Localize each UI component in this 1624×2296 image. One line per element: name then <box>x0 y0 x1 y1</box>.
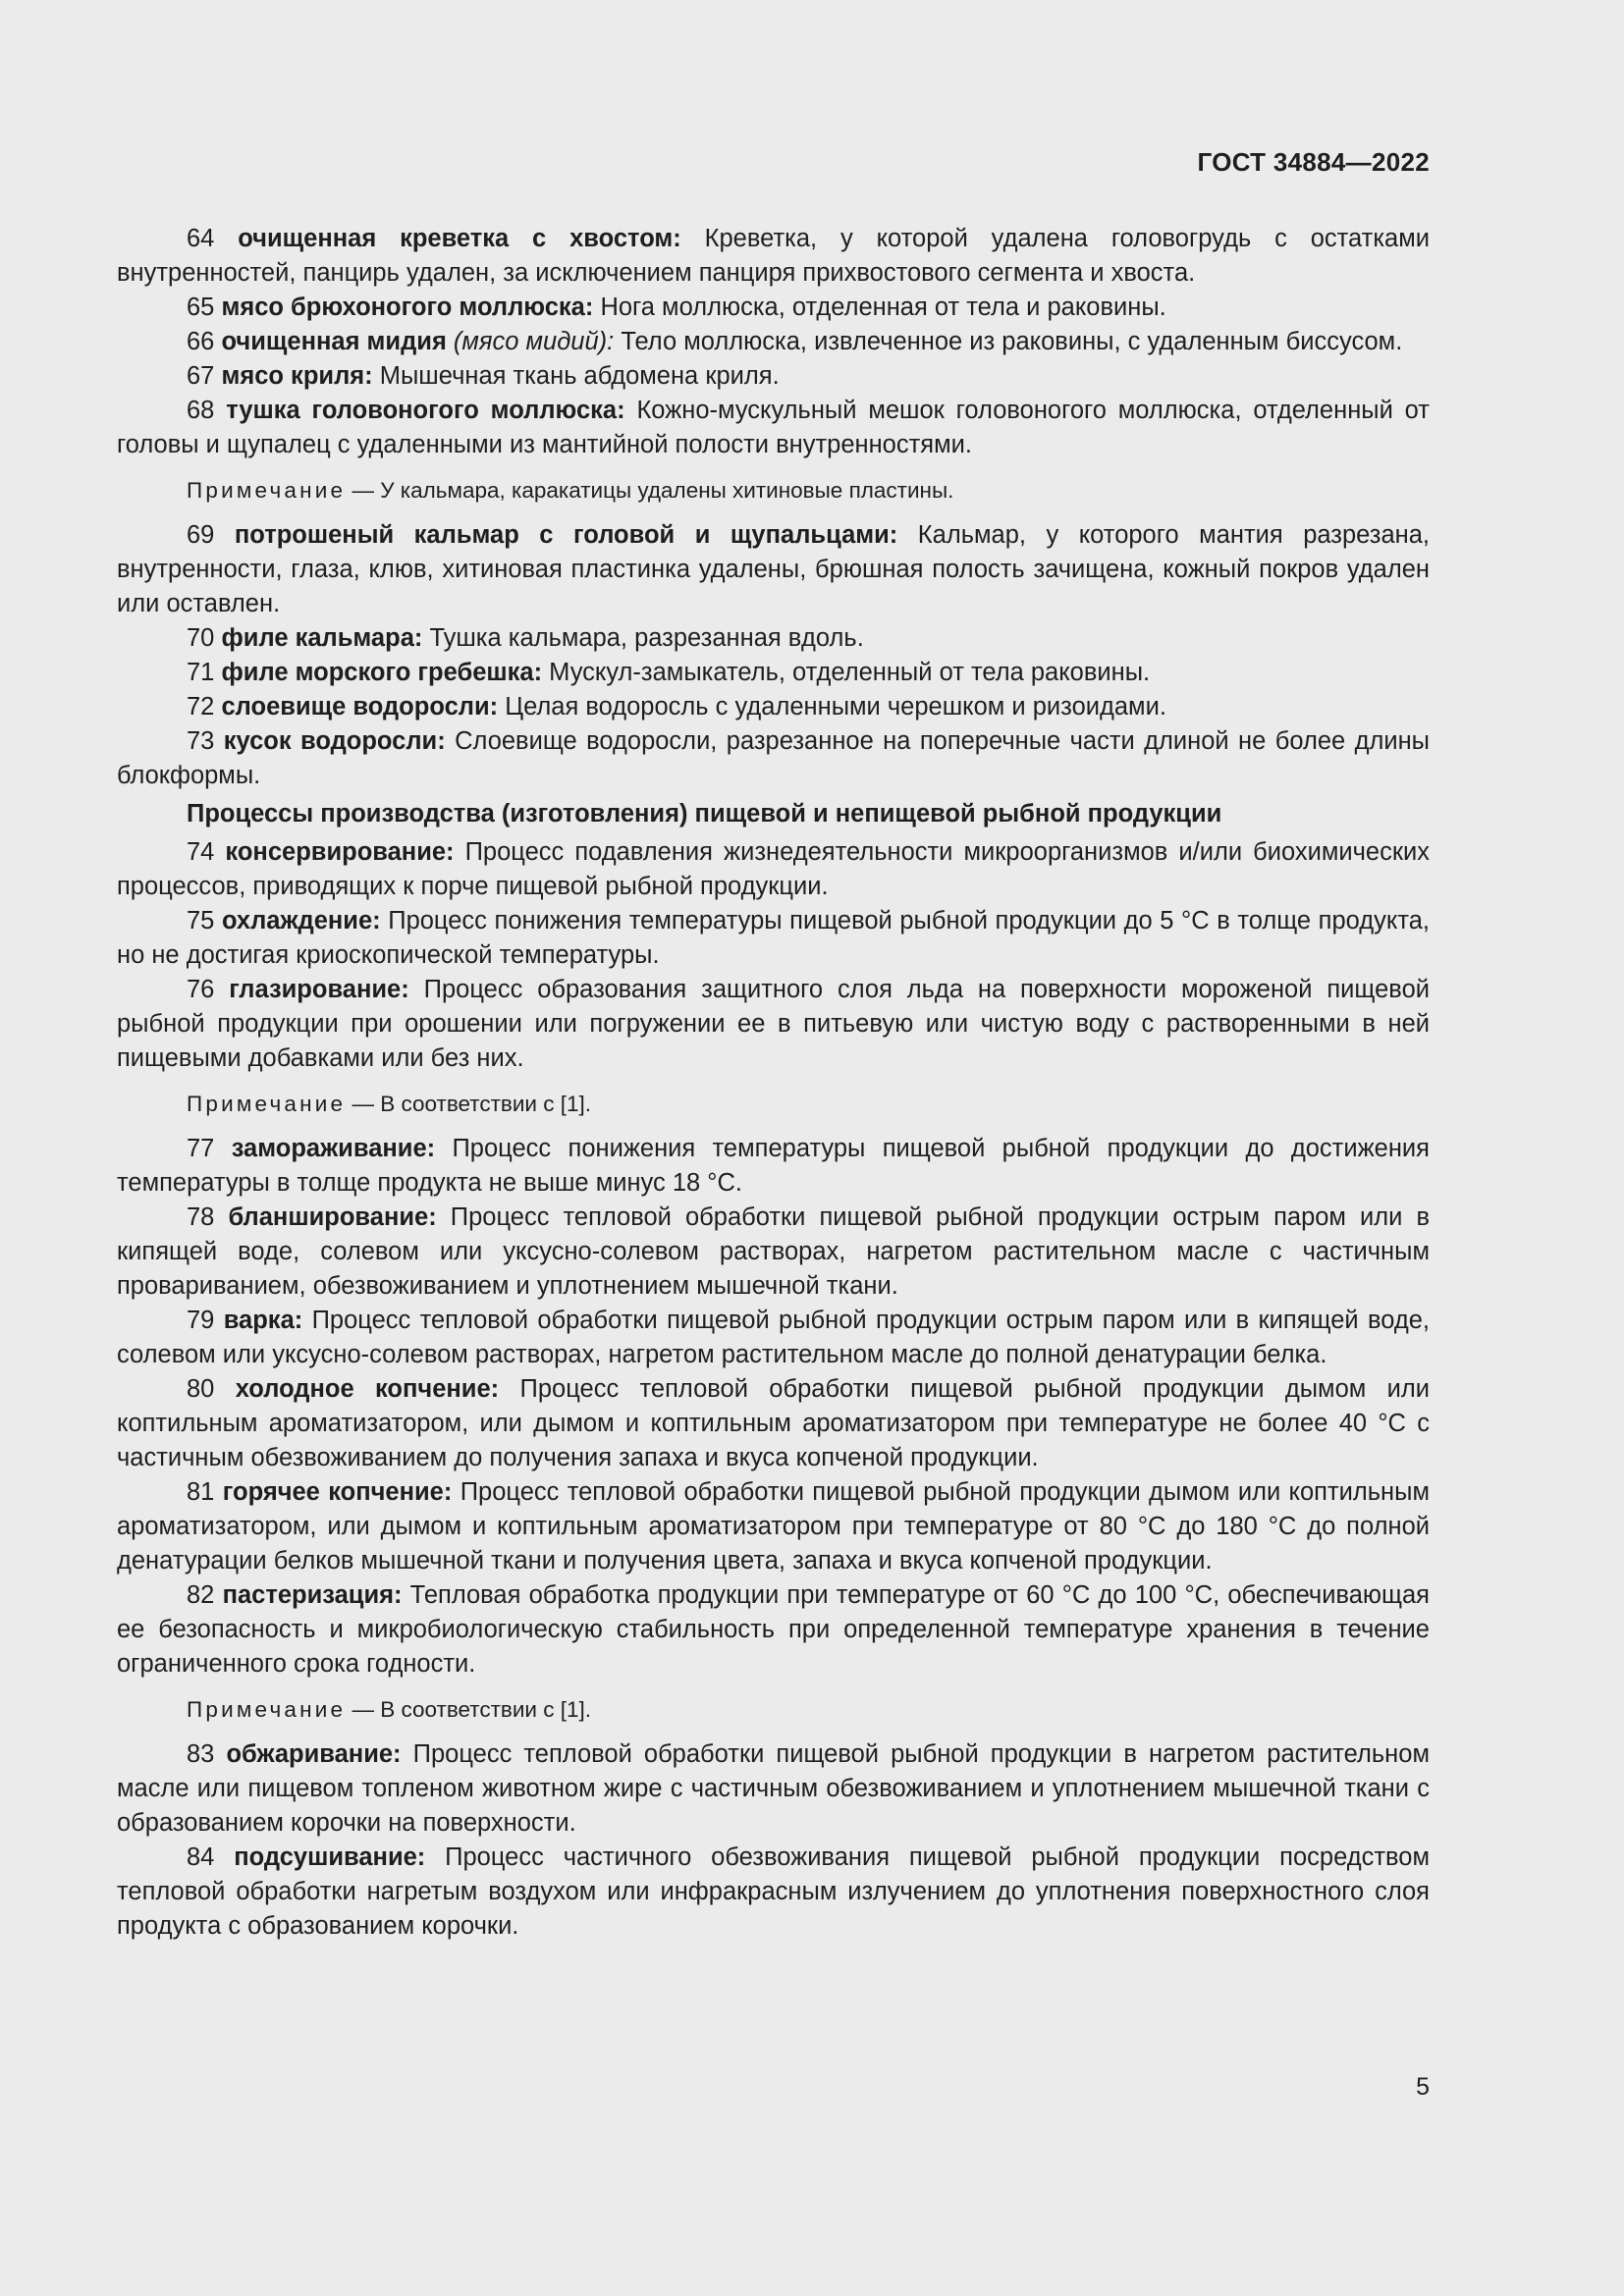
term-entry-81 <box>117 1475 1430 1578</box>
term-name: потрошеный кальмар с головой и щупальцами: <box>234 521 898 549</box>
term-name: слоевище водоросли: <box>221 693 499 721</box>
entry-number: 83 <box>187 1740 215 1768</box>
term-entry-75 <box>117 904 1430 973</box>
term-name: бланширование: <box>228 1203 437 1231</box>
entry-number: 75 <box>187 907 215 934</box>
term-definition: Тепловая обработка продукции при температуре от 60 °С до 100 °С, обеспечивающая ее безопасность и микробиологическую стабильность при определенной температуре хранения в течение ограниченного срока годности. <box>117 1581 1430 1678</box>
term-definition: Процесс тепловой обработки пищевой рыбной продукции острым паром или в кипящей воде, солевом или уксусно-солевом растворах, нагретом растительном масле с частичным провариванием, обезвоживанием и уплотнением мышечной ткани. <box>117 1203 1430 1300</box>
term-definition: Процесс частичного обезвоживания пищевой рыбной продукции посредством тепловой обработки нагретым воздухом или инфракрасным излучением до уплотнения поверхностного слоя продукта с образованием корочки. <box>117 1843 1430 1940</box>
term-name: очищенная мидия <box>221 328 447 355</box>
note-label: Примечание <box>187 1092 347 1116</box>
term-definition: Мышечная ткань абдомена криля. <box>372 362 780 390</box>
term-entry-78 <box>117 1201 1430 1304</box>
term-name: пастеризация: <box>222 1581 403 1609</box>
entry-number: 68 <box>187 397 215 424</box>
entry-number: 78 <box>187 1203 215 1231</box>
entry-number: 67 <box>187 362 215 390</box>
term-definition: Тушка кальмара, разрезанная вдоль. <box>422 624 864 652</box>
term-name: консервирование: <box>225 838 455 866</box>
term-entry-69 <box>117 518 1430 621</box>
entry-number: 72 <box>187 693 215 721</box>
term-definition: Процесс тепловой обработки пищевой рыбной продукции дымом или коптильным ароматизатором, или дымом и коптильным ароматизатором при температуре не более 40 °С с частичным обезвоживанием до получения запаха и вкуса копченой продукции. <box>117 1375 1430 1471</box>
term-name: филе морского гребешка: <box>221 659 543 686</box>
term-name: горячее копчение: <box>222 1478 453 1506</box>
note <box>117 1089 1430 1119</box>
entry-number: 71 <box>187 659 215 686</box>
term-definition: Процесс тепловой обработки пищевой рыбной продукции дымом или коптильным ароматизатором, или дымом и коптильным ароматизатором при температуре от 80 °С до 180 °С до полной денатурации белков мышечной ткани и получения цвета, запаха и вкуса копченой продукции. <box>117 1478 1430 1575</box>
term-name: обжаривание: <box>226 1740 402 1768</box>
term-definition: Целая водоросль с удаленными черешком и ризоидами. <box>498 693 1166 721</box>
entry-number: 84 <box>187 1843 215 1871</box>
term-entry-67 <box>117 359 1430 394</box>
term-name: замораживание: <box>231 1135 436 1162</box>
note-text: — У кальмара, каракатицы удалены хитиновые пластины. <box>346 478 954 503</box>
entry-number: 82 <box>187 1581 215 1609</box>
note-label: Примечание <box>187 1697 347 1722</box>
entry-number: 64 <box>187 225 215 252</box>
entry-number: 70 <box>187 624 215 652</box>
entry-number: 76 <box>187 976 215 1003</box>
term-name: холодное копчение: <box>235 1375 500 1403</box>
term-entry-72 <box>117 690 1430 724</box>
entry-number: 79 <box>187 1307 215 1334</box>
term-name: мясо брюхоногого моллюска: <box>221 294 594 321</box>
term-entry-83 <box>117 1737 1430 1841</box>
term-definition: Тело моллюска, извлеченное из раковины, с удаленным биссусом. <box>614 328 1403 355</box>
term-definition: Слоевище водоросли, разрезанное на поперечные части длиной не более длины блокформы. <box>117 727 1430 789</box>
term-entry-79 <box>117 1304 1430 1372</box>
term-entry-82 <box>117 1578 1430 1682</box>
entry-number: 80 <box>187 1375 215 1403</box>
term-entry-71 <box>117 656 1430 690</box>
term-entry-80 <box>117 1372 1430 1475</box>
note <box>117 475 1430 506</box>
term-entry-74 <box>117 835 1430 904</box>
entry-number: 74 <box>187 838 215 866</box>
section-heading: Процессы производства (изготовления) пищевой и непищевой рыбной продукции <box>187 800 1222 828</box>
term-definition: Кальмар, у которого мантия разрезана, внутренности, глаза, клюв, хитиновая пластинка удалены, брюшная полость зачищена, кожный покров удален или оставлен. <box>117 521 1430 617</box>
term-entry-76 <box>117 973 1430 1076</box>
term-entry-65 <box>117 291 1430 325</box>
term-definition: Процесс понижения температуры пищевой рыбной продукции до 5 °С в толще продукта, но не достигая криоскопической температуры. <box>117 907 1430 969</box>
term-name: мясо криля: <box>221 362 373 390</box>
term-definition: Креветка, у которой удалена головогрудь с остатками внутренностей, панцирь удален, за исключением панциря прихвостового сегмента и хвоста. <box>117 225 1430 287</box>
note-text: — В соответствии с [1]. <box>346 1092 592 1116</box>
entry-number: 73 <box>187 727 215 755</box>
term-name: филе кальмара: <box>221 624 423 652</box>
term-name: тушка головоногого моллюска: <box>226 397 625 424</box>
term-definition: Кожно-мускульный мешок головоногого моллюска, отделенный от головы и щупалец с удаленными из мантийной полости внутренностями. <box>117 397 1430 458</box>
term-definition: Мускул-замыкатель, отделенный от тела раковины. <box>542 659 1151 686</box>
term-definition: Процесс тепловой обработки пищевой рыбной продукции острым паром или в кипящей воде, солевом или уксусно-солевом растворах, нагретом растительном масле до полной денатурации белка. <box>117 1307 1430 1368</box>
note-label: Примечание <box>187 478 347 503</box>
document-header: ГОСТ 34884—2022 <box>1197 147 1430 177</box>
entry-number: 77 <box>187 1135 215 1162</box>
term-entry-70 <box>117 621 1430 656</box>
term-definition: Процесс понижения температуры пищевой рыбной продукции до достижения температуры в толще продукта не выше минус 18 °С. <box>117 1135 1430 1197</box>
document-body <box>117 222 1430 1944</box>
term-entry-77 <box>117 1132 1430 1201</box>
entry-number: 81 <box>187 1478 215 1506</box>
term-synonym: (мясо мидий): <box>446 328 615 355</box>
term-entry-66 <box>117 325 1430 359</box>
term-definition: Процесс тепловой обработки пищевой рыбной продукции в нагретом растительном масле или пищевом топленом животном жире с частичным обезвоживанием и уплотнением мышечной ткани с образованием корочки на поверхности. <box>117 1740 1430 1837</box>
term-name: кусок водоросли: <box>223 727 446 755</box>
term-definition: Нога моллюска, отделенная от тела и раковины. <box>593 294 1166 321</box>
term-name: подсушивание: <box>234 1843 426 1871</box>
term-entry-68 <box>117 394 1430 462</box>
term-definition: Процесс образования защитного слоя льда на поверхности мороженой пищевой рыбной продукции при орошении или погружении ее в питьевую или чистую воду с растворенными в ней пищевыми добавками или без них. <box>117 976 1430 1072</box>
term-name: очищенная креветка с хвостом: <box>238 225 681 252</box>
note <box>117 1694 1430 1725</box>
term-name: варка: <box>223 1307 303 1334</box>
term-entry-73 <box>117 724 1430 793</box>
term-entry-64 <box>117 222 1430 291</box>
term-name: охлаждение: <box>221 907 381 934</box>
page-number: 5 <box>1416 2073 1430 2101</box>
entry-number: 66 <box>187 328 215 355</box>
note-text: — В соответствии с [1]. <box>346 1697 592 1722</box>
term-definition: Процесс подавления жизнедеятельности микроорганизмов и/или биохимических процессов, приводящих к порче пищевой рыбной продукции. <box>117 838 1430 900</box>
term-entry-84 <box>117 1841 1430 1944</box>
entry-number: 65 <box>187 294 215 321</box>
entry-number: 69 <box>187 521 215 549</box>
term-name: глазирование: <box>229 976 409 1003</box>
